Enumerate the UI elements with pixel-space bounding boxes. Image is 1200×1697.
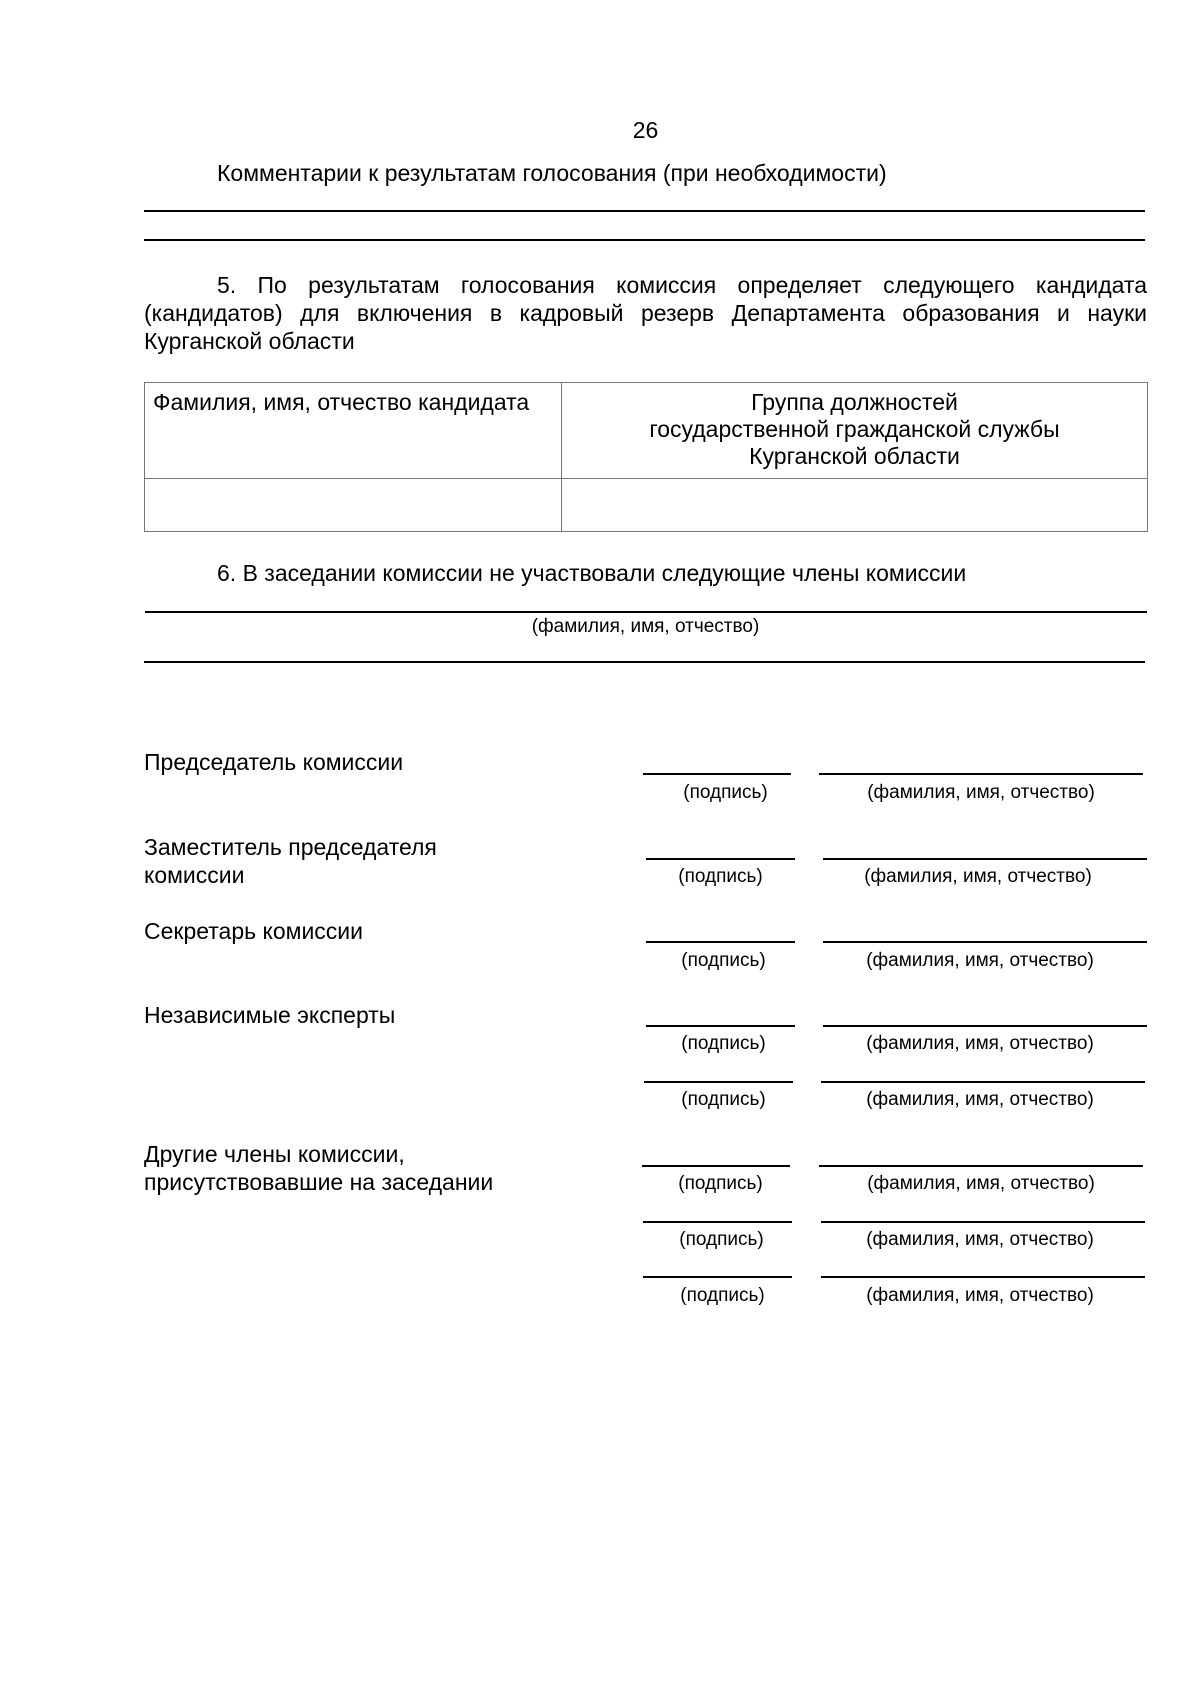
expert2-name-line [821, 1081, 1145, 1083]
comments-line-1 [144, 210, 1145, 212]
absent-members-line [145, 611, 1147, 613]
expert1-name-line [823, 1025, 1147, 1027]
table-header-row [145, 383, 1148, 479]
other1-signature-caption: (подпись) [678, 1173, 763, 1194]
table-row [145, 479, 1148, 532]
deputy-label-line1: Заместитель председателя [144, 834, 437, 860]
other2-name-caption: (фамилия, имя, отчество) [866, 1229, 1094, 1250]
secretary-signature-caption: (подпись) [681, 950, 766, 971]
other2-name-line [821, 1221, 1145, 1223]
table-cell-name [145, 479, 562, 532]
chairman-label: Председатель комиссии [144, 749, 404, 775]
others-label-line1: Другие члены комиссии, [144, 1141, 405, 1167]
deputy-signature-line [646, 858, 795, 860]
section6-text: 6. В заседании комиссии не участвовали следующие члены комиссии [217, 560, 967, 586]
expert2-name-caption: (фамилия, имя, отчество) [866, 1089, 1094, 1110]
chairman-signature-line [643, 773, 791, 775]
deputy-label-line2: комиссии [144, 862, 245, 888]
other3-name-line [821, 1276, 1145, 1278]
secretary-label: Секретарь комиссии [144, 918, 363, 944]
other1-signature-line [642, 1165, 790, 1167]
table-header-name: Фамилия, имя, отчество кандидата [145, 383, 562, 479]
other3-name-caption: (фамилия, имя, отчество) [866, 1285, 1094, 1306]
other2-signature-caption: (подпись) [679, 1229, 764, 1250]
other1-name-line [819, 1165, 1143, 1167]
table-header-group: Группа должностей государственной гражданской службы Курганской области [562, 383, 1148, 479]
chairman-name-line [819, 773, 1143, 775]
expert2-signature-caption: (подпись) [681, 1089, 766, 1110]
expert1-signature-line [646, 1025, 795, 1027]
other1-name-caption: (фамилия, имя, отчество) [867, 1173, 1095, 1194]
absent-members-caption: (фамилия, имя, отчество) [531, 616, 760, 637]
section5-paragraph: 5. По результатам голосования комиссия определяет следующего кандидата (кандидатов) для включения в кадровый резерв Департамента образования и науки Курганской области [144, 272, 1147, 354]
other3-signature-caption: (подпись) [680, 1285, 765, 1306]
expert1-name-caption: (фамилия, имя, отчество) [866, 1033, 1094, 1054]
expert1-signature-caption: (подпись) [681, 1033, 766, 1054]
deputy-signature-caption: (подпись) [678, 866, 763, 887]
chairman-signature-caption: (подпись) [683, 782, 768, 803]
experts-label: Независимые эксперты [144, 1002, 396, 1028]
secretary-name-line [823, 941, 1147, 943]
comments-label: Комментарии к результатам голосования (при необходимости) [217, 160, 887, 186]
page-number: 26 [632, 117, 659, 143]
table-cell-group [562, 479, 1148, 532]
other3-signature-line [643, 1276, 792, 1278]
others-label-line2: присутствовавшие на заседании [144, 1169, 494, 1195]
candidate-table [144, 382, 1148, 532]
absent-members-line-2 [144, 661, 1145, 663]
secretary-name-caption: (фамилия, имя, отчество) [866, 950, 1094, 971]
other2-signature-line [643, 1221, 792, 1223]
comments-line-2 [144, 239, 1145, 241]
chairman-name-caption: (фамилия, имя, отчество) [867, 782, 1095, 803]
secretary-signature-line [646, 941, 795, 943]
expert2-signature-line [644, 1081, 793, 1083]
deputy-name-line [823, 858, 1147, 860]
deputy-name-caption: (фамилия, имя, отчество) [864, 866, 1092, 887]
